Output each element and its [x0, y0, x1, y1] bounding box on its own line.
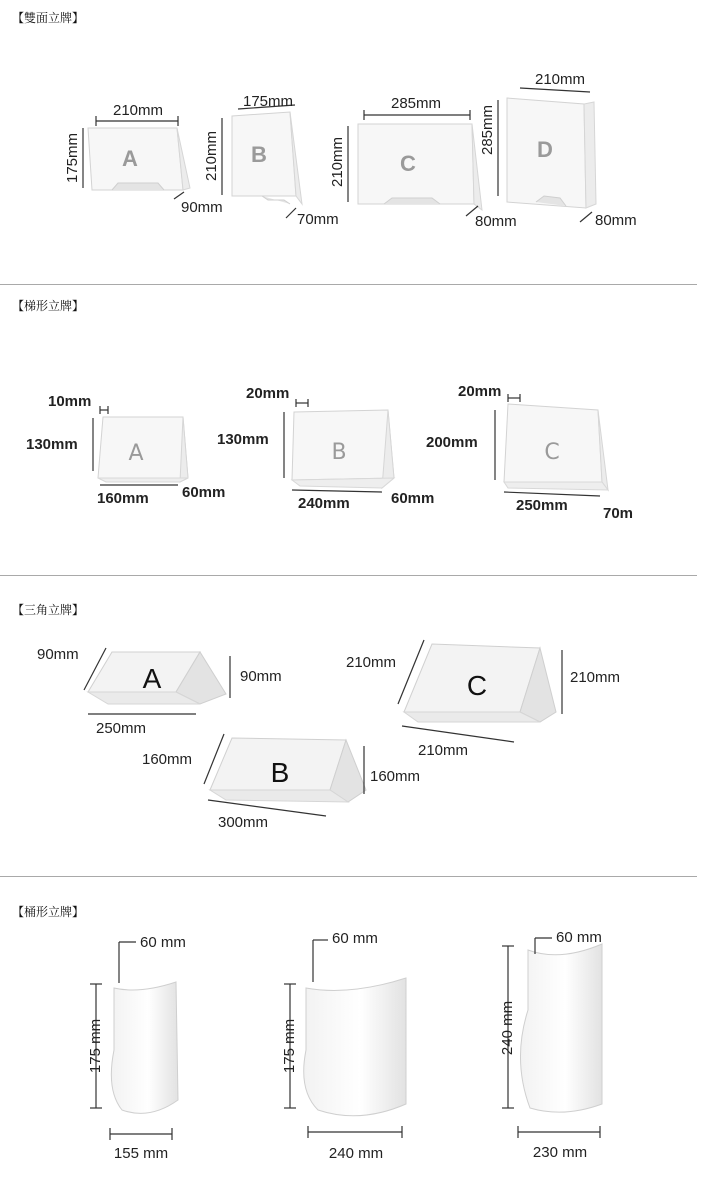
- stand-letter: B: [251, 142, 267, 167]
- top-label: 20mm: [246, 385, 290, 402]
- stand-letter: C: [466, 670, 488, 701]
- depth-label: 60mm: [182, 484, 226, 501]
- height-label: 130mm: [26, 436, 78, 453]
- width-label: 285mm: [390, 95, 442, 112]
- height-label: 175mm: [64, 132, 81, 184]
- right-height-label: 210mm: [570, 669, 621, 686]
- stand-letter: B: [270, 757, 290, 788]
- barrel-stand-3: [499, 929, 602, 1161]
- top-label: 60 mm: [332, 930, 378, 947]
- top-label: 10mm: [48, 393, 92, 410]
- section-title-triangle: 【三角立牌】: [12, 603, 85, 617]
- height-label: 200mm: [426, 434, 478, 451]
- stand-letter: C: [400, 151, 416, 176]
- left-height-label: 90mm: [37, 646, 79, 663]
- right-height-label: 160mm: [370, 768, 421, 785]
- height-label: 240 mm: [499, 1000, 516, 1056]
- barrel-stand-2: [281, 930, 406, 1162]
- stand-letter: C: [544, 440, 560, 465]
- width-label: 210mm: [418, 742, 469, 759]
- depth-label: 60mm: [391, 490, 435, 507]
- section-title-trapezoid: 【梯形立牌】: [12, 299, 85, 313]
- depth-label: 70mm: [297, 211, 339, 228]
- depth-label: 80mm: [595, 212, 637, 229]
- stand-letter: D: [537, 137, 553, 162]
- top-label: 60 mm: [556, 929, 602, 946]
- width-label: 250mm: [96, 720, 147, 737]
- depth-label: 70m: [603, 505, 634, 522]
- width-label: 155 mm: [113, 1145, 169, 1162]
- top-label: 20mm: [458, 383, 502, 400]
- stand-letter: B: [331, 440, 347, 465]
- width-label: 210mm: [534, 71, 586, 88]
- width-label: 240 mm: [328, 1145, 384, 1162]
- width-label: 300mm: [218, 814, 269, 831]
- depth-label: 90mm: [181, 199, 223, 216]
- height-label: 175 mm: [281, 1018, 298, 1074]
- stand-letter: A: [142, 663, 162, 694]
- height-label: 175 mm: [87, 1018, 104, 1074]
- height-label: 130mm: [217, 431, 269, 448]
- right-height-label: 90mm: [240, 668, 282, 685]
- height-label: 210mm: [203, 130, 220, 182]
- barrel-stand-1: [87, 934, 186, 1162]
- width-label: 230 mm: [532, 1144, 588, 1161]
- width-label: 175mm: [242, 93, 294, 110]
- width-label: 210mm: [112, 102, 164, 119]
- section-title-barrel: 【桶形立牌】: [12, 905, 85, 919]
- width-label: 240mm: [298, 495, 350, 512]
- left-height-label: 210mm: [346, 654, 397, 671]
- height-label: 285mm: [479, 104, 496, 156]
- width-label: 160mm: [97, 490, 149, 507]
- top-label: 60 mm: [140, 934, 186, 951]
- height-label: 210mm: [329, 136, 346, 188]
- section-title-double-sided: 【雙面立牌】: [12, 11, 85, 25]
- width-label: 250mm: [516, 497, 568, 514]
- stand-letter: A: [122, 146, 138, 171]
- stand-letter: A: [128, 441, 144, 466]
- left-height-label: 160mm: [142, 751, 193, 768]
- depth-label: 80mm: [475, 213, 517, 230]
